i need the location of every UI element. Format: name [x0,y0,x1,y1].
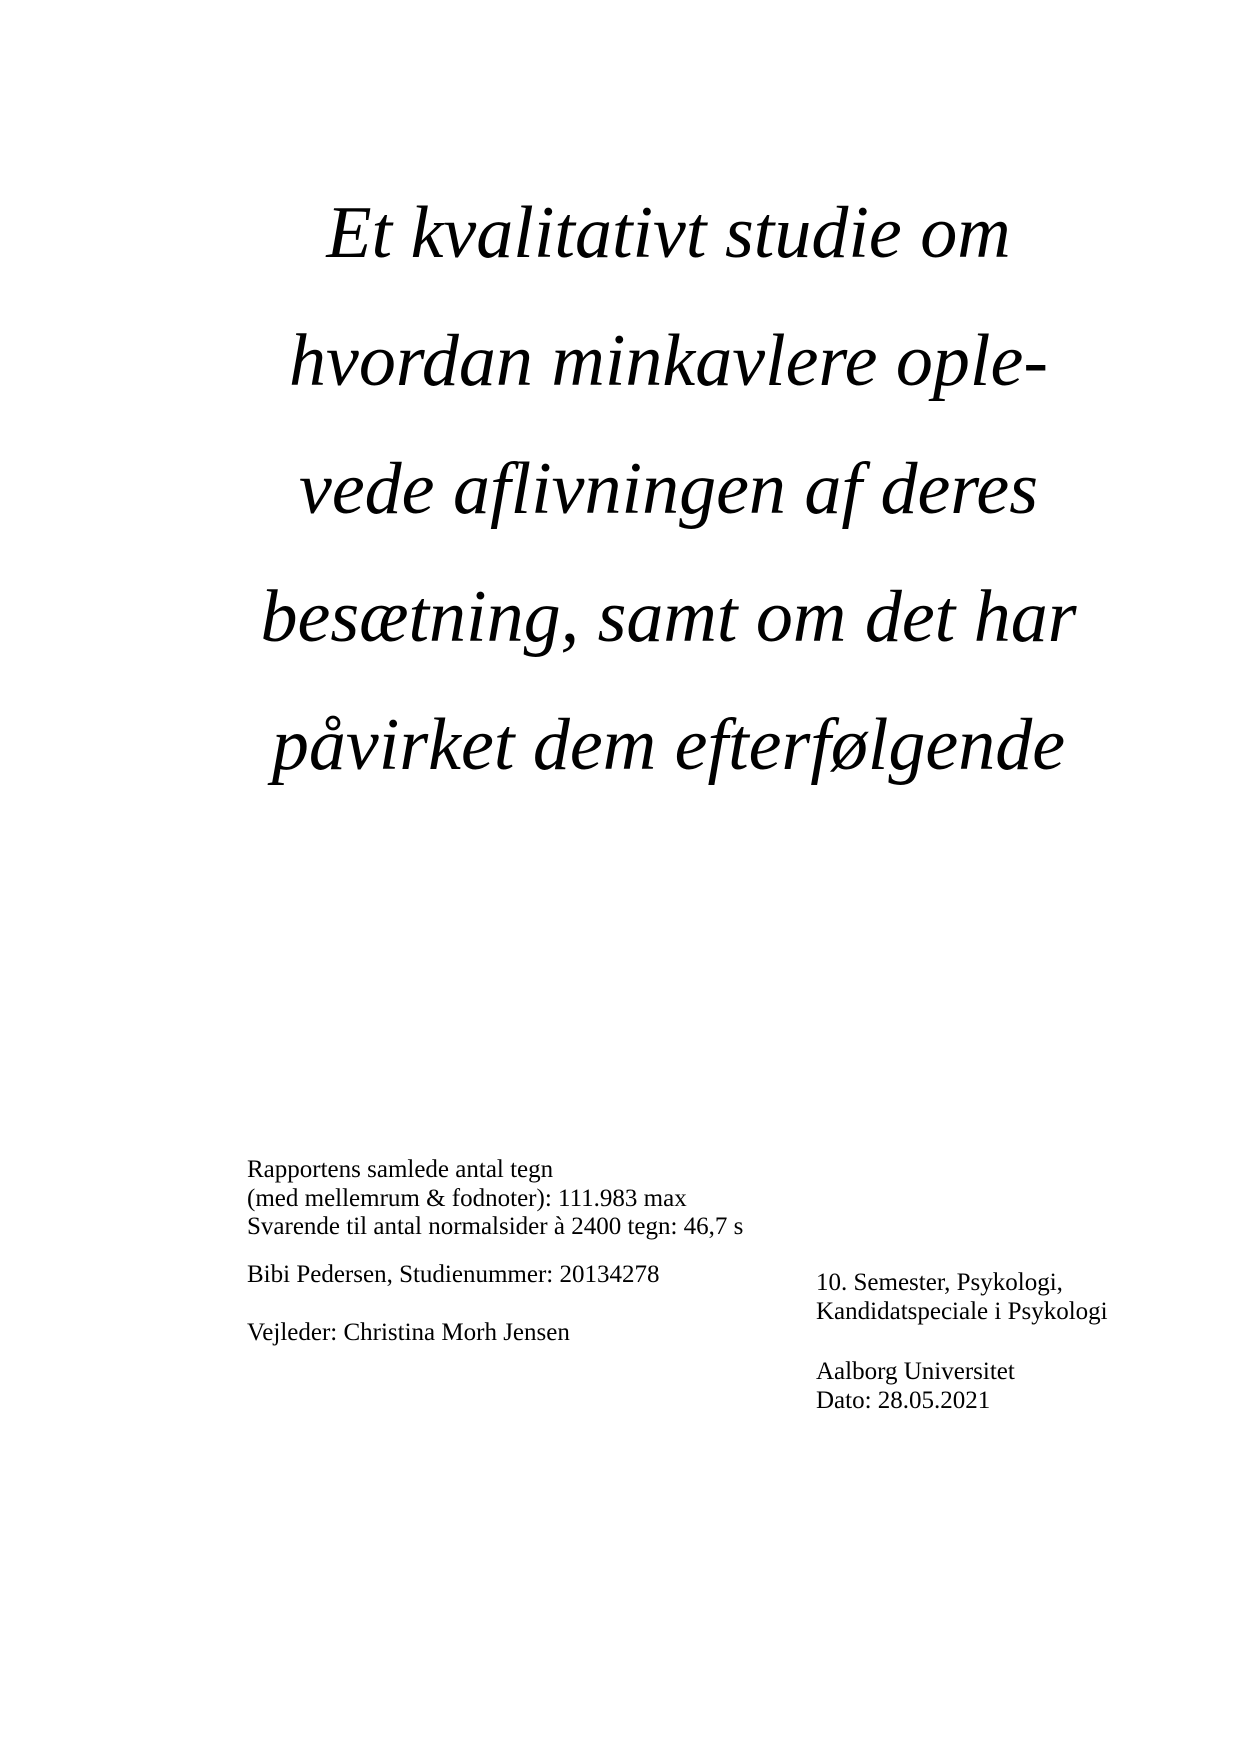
thesis-title-line-5: påvirket dem efterfølgende [271,704,1066,786]
thesis-title-line-2: hvordan minkavlere ople- [289,320,1048,402]
author-name-line: Bibi Pedersen, Studienummer: 20134278 [247,1261,660,1288]
supervisor-line: Vejleder: Christina Morh Jensen [247,1318,570,1346]
program-speciality-line: Kandidatspeciale i Psykologi [816,1297,1108,1325]
report-stats-block [247,1156,743,1242]
thesis-title [96,169,1241,809]
author-block [247,1261,659,1347]
program-block [816,1269,1108,1415]
report-stats-line-2: (med mellemrum & fodnoter): 111.983 max [247,1184,687,1212]
program-block-spacer [816,1326,1108,1358]
university-line: Aalborg Universitet [816,1358,1015,1385]
report-stats-line-3: Svarende til antal normalsider à 2400 tegn: 46,7 s [247,1213,744,1240]
thesis-title-line-4: besætning, samt om det har [260,576,1077,658]
thesis-title-line-3: vede aflivningen af deres [298,448,1039,530]
author-block-spacer [247,1290,659,1319]
thesis-title-line-1: Et kvalitativt studie om [326,192,1011,274]
report-stats-line-1: Rapportens samlede antal tegn [247,1156,554,1183]
program-semester-line: 10. Semester, Psykologi, [816,1269,1063,1296]
date-line: Dato: 28.05.2021 [816,1386,991,1414]
